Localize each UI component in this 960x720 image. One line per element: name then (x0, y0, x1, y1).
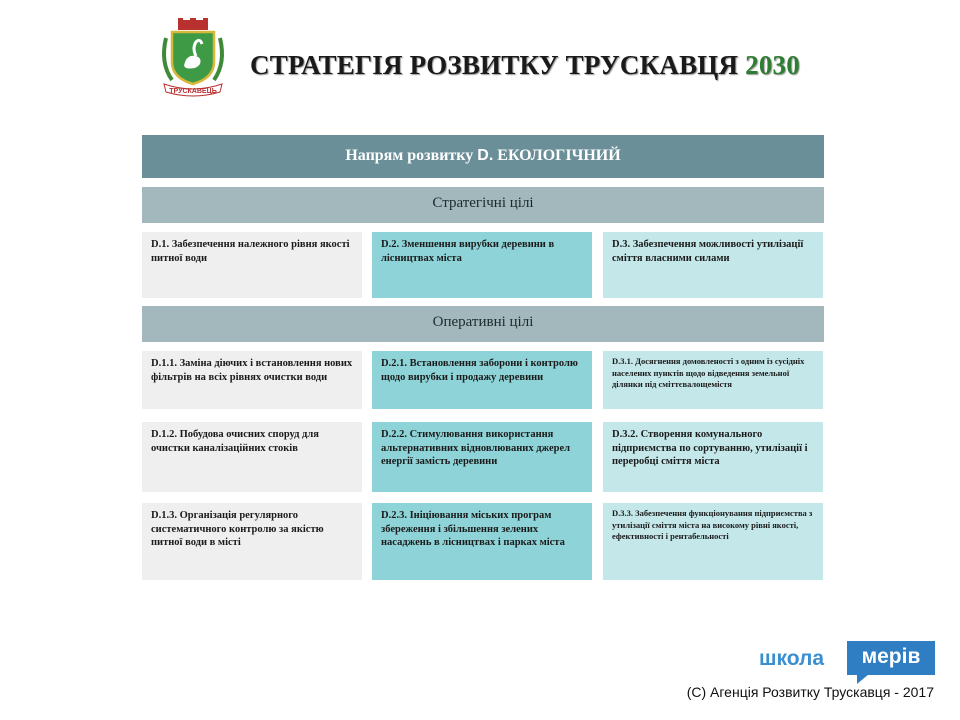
logo-right-badge: мерів (847, 641, 935, 675)
strategic-goal-d2: D.2. Зменшення вирубки деревини в лісництвах міста (372, 232, 592, 298)
direction-prefix: Напрям розвитку (345, 147, 478, 164)
strategic-goals-heading: Стратегічні цілі (142, 187, 824, 223)
mayors-school-logo (757, 641, 937, 683)
operational-goal-d1-1: D.1.1. Заміна діючих і встановлення нових фільтрів на всіх рівнях очистки води (142, 351, 362, 409)
city-emblem (156, 18, 230, 100)
strategic-goal-d1: D.1. Забезпечення належного рівня якості питної води (142, 232, 362, 298)
operational-goal-d3-2: D.3.2. Створення комунального підприємства по сортуванню, утилізації і переробці сміття міста (603, 422, 823, 492)
emblem-caption: ТРУСКАВЕЦЬ (169, 88, 217, 95)
direction-name: ЕКОЛОГІЧНИЙ (493, 147, 621, 164)
operational-goal-d3-3: D.3.3. Забезпечення функціонування підприємства з утилізації сміття міста на високому рівні якості, ефективності і рентабельності (603, 503, 823, 580)
copyright-notice: (С) Агенція Розвитку Трускавця - 2017 (686, 684, 934, 700)
title-text: СТРАТЕГІЯ РОЗВИТКУ ТРУСКАВЦЯ (250, 50, 746, 80)
operational-goal-d2-1: D.2.1. Встановлення заборони і контролю щодо вирубки і продажу деревини (372, 351, 592, 409)
coat-of-arms-icon (156, 18, 230, 100)
operational-goal-d2-3: D.2.3. Ініціювання міських програм збереження і збільшення зелених насаджень в лісництвах і парках міста (372, 503, 592, 580)
speech-bubble-tail-icon (857, 674, 869, 684)
logo-left-text: школа (759, 647, 825, 670)
direction-letter: D. (477, 147, 494, 164)
direction-header (142, 135, 824, 178)
title-year: 2030 (745, 50, 800, 80)
operational-goal-d3-1: D.3.1. Досягнення домовленості з одним із сусідніх населених пунктів щодо відведення земельної ділянки під сміттєвалощемістя (603, 351, 823, 409)
page-title (230, 50, 820, 81)
operational-goal-d1-3: D.1.3. Організація регулярного систематичного контролю за якістю питної води в місті (142, 503, 362, 580)
operational-goals-heading: Оперативні цілі (142, 306, 824, 342)
operational-goal-d1-2: D.1.2. Побудова очисних споруд для очистки каналізаційних стоків (142, 422, 362, 492)
strategic-goal-d3: D.3. Забезпечення можливості утилізації сміття власними силами (603, 232, 823, 298)
operational-goal-d2-2: D.2.2. Стимулювання використання альтернативних відновлюваних джерел енергії замість деревини (372, 422, 592, 492)
